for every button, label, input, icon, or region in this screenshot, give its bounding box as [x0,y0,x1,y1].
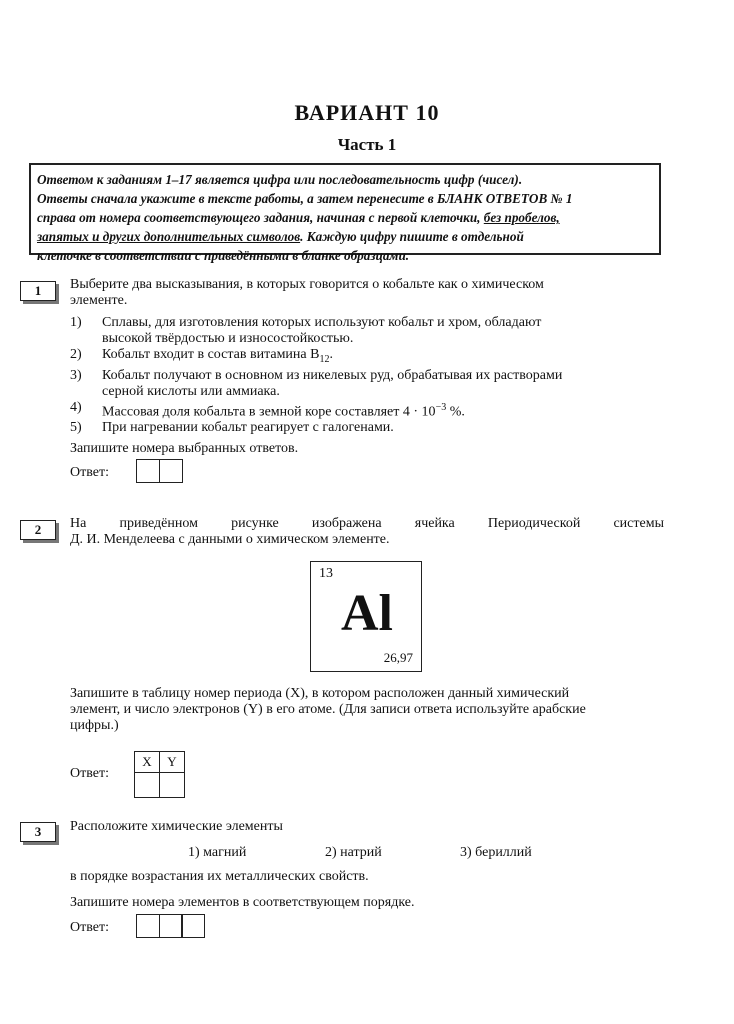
question-2-task-line-1: Запишите в таблицу номер периода (X), в котором расположен данный химический [70,686,570,701]
option-1-number: 1) [70,315,82,330]
instructions-line-4-underlined: запятых и других дополнительных символов [37,229,301,244]
option-2-end: . [329,347,333,362]
answer-cell[interactable] [159,459,183,483]
question-1-option-4 [70,400,664,421]
question-3-task: Запишите номера элементов в соответствующем порядке. [70,895,415,910]
instructions-line-3-text: справа от номера соответствующего задания, начиная с первой клеточки, [37,210,484,225]
element-symbol: Al [341,585,393,642]
option-3-number: 3) [70,367,82,383]
element-cell [310,561,422,672]
instructions-line-1: Ответом к заданиям 1–17 является цифра или последовательность цифр (чисел). [37,172,523,187]
option-2-subscript: 12 [319,353,330,365]
option-1-line-2: высокой твёрдостью и износостойкостью. [102,331,354,346]
instructions-line-4-text: . Каждую цифру пишите в отдельной [300,229,524,244]
question-1-answer-label: Ответ: [70,465,109,480]
option-2-number: 2) [70,347,82,362]
question-1-prompt-line-2: элементе. [70,293,128,308]
question-1-option-3 [70,368,664,400]
question-2-answer-label: Ответ: [70,766,109,781]
variant-title: ВАРИАНТ 10 [294,100,440,125]
option-3-line-1: Кобальт получают в основном из никелевых руд, обрабатывая их растворами [102,367,563,383]
option-5-number: 5) [70,420,82,436]
option-2-text: Кобальт входит в состав витамина B [102,347,320,362]
question-2-task-line-3: цифры.) [70,718,119,733]
question-2-prompt-line-2: Д. И. Менделеева с данными о химическом элементе. [70,532,390,547]
part-title: Часть 1 [337,135,397,154]
question-2-answer-table [134,751,185,798]
option-1-line-1: Сплавы, для изготовления которых используют кобальт и хром, обладают [102,315,542,330]
instructions-line-3 [37,208,653,227]
instructions-line-5: клеточке в соответствии с приведёнными в бланке образцами. [37,248,410,263]
element-mass: 26,97 [383,650,413,665]
question-1-answer-cells[interactable] [136,459,183,483]
answer-cell[interactable] [181,914,205,938]
answer-cell[interactable] [136,459,160,483]
question-3-answer-cells[interactable] [136,914,205,938]
answer-cell-y[interactable] [160,773,185,798]
question-1-option-2 [70,347,664,368]
question-2-number: 2 [20,520,56,540]
option-4-number: 4) [70,399,82,415]
option-4-superscript: −3 [435,401,447,413]
question-1-option-5 [70,420,664,436]
question-3-option-1: 1) магний [188,845,247,860]
answer-cell[interactable] [159,914,183,938]
question-3-prompt: Расположите химические элементы [70,819,283,834]
instructions-line-2: Ответы сначала укажите в тексте работы, а затем перенесите в БЛАНК ОТВЕТОВ № 1 [37,191,573,206]
question-2-task [70,686,664,734]
option-4-end: %. [446,404,465,420]
question-1-options [70,315,664,436]
question-3-number: 3 [20,822,56,842]
element-atomic-number: 13 [319,566,333,581]
option-5-text: При нагревании кобальт реагирует с галогенами. [102,420,394,436]
instructions-box [29,163,661,263]
question-2 [70,516,664,548]
instructions-line-4 [37,227,653,246]
option-4-text: Массовая доля кобальта в земной коре составляет 4 · 10 [102,404,436,420]
question-2-task-line-2: элемент, и число электронов (Y) в его атоме. (Для записи ответа используйте арабские [70,702,586,717]
instructions-line-3-underlined: без пробелов, [483,210,560,225]
question-1 [70,277,664,309]
option-3-line-2: серной кислоты или аммиака. [102,383,280,399]
answer-cell-x[interactable] [135,773,160,798]
question-2-prompt-line-1: На приведённом рисунке изображена ячейка Периодической системы [70,516,664,531]
question-1-prompt-line-1: Выберите два высказывания, в которых говорится о кобальте как о химическом [70,277,544,292]
answer-table-header-x: X [135,752,160,773]
question-3-option-3: 3) бериллий [460,845,532,860]
question-1-task: Запишите номера выбранных ответов. [70,441,299,456]
question-1-option-1 [70,315,664,347]
answer-table-header-y: Y [160,752,185,773]
question-3-option-2: 2) натрий [325,845,382,860]
answer-cell[interactable] [136,914,160,938]
question-3-answer-label: Ответ: [70,920,109,935]
question-1-number: 1 [20,281,56,301]
question-3-order: в порядке возрастания их металлических свойств. [70,869,369,884]
